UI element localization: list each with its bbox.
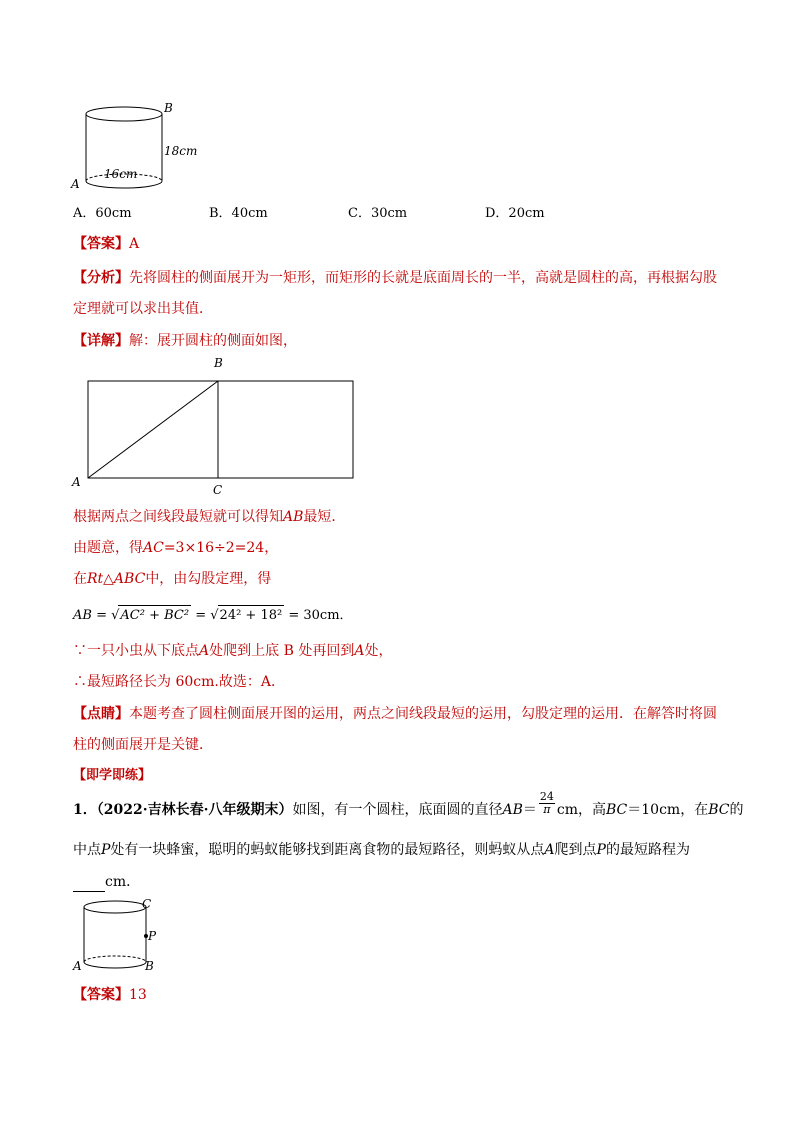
comment-text-1: 本题考查了圆柱侧面展开图的运用，两点之间线段最短的运用，勾股定理的运用．在解答时将圆 [129,706,717,722]
option-b: B．40cm [209,206,268,221]
answer-2-value: 13 [129,987,147,1003]
option-a: A．60cm [73,206,132,221]
analysis-line-2: 定理就可以求出其值． [73,301,213,317]
step-1: 根据两点之间线段最短就可以得知AB最短． [73,509,346,525]
question-1-line-2: 中点P处有一块蜂蜜，聪明的蚂蚁能够找到距离食物的最短路径，则蚂蚁从点A爬到点P的最短路程为 [73,842,690,858]
answer-2-tag: 【答案】 [73,987,129,1003]
option-d: D．20cm [485,206,545,221]
practice-header: 【即学即练】 [73,768,152,783]
fig3-label-C: C [142,897,152,911]
fig3-label-A: A [73,959,82,973]
step-5: ∵一只小虫从下底点A处爬到上底 B 处再回到A处， [73,643,393,659]
fig2-rectangle [88,381,353,478]
fraction-24-over-pi: $\frac{24}{\pi}$ [539,789,554,816]
comment-tag: 【点睛】 [73,706,129,722]
cylinder-figure-2 [68,894,168,978]
fig2-label-A: A [72,475,81,489]
unrolled-rectangle-figure [68,352,360,500]
question-1-line-3: cm． [73,872,140,892]
analysis-text-1: 先将圆柱的侧面展开为一矩形，而矩形的长就是底面周长的一半，高就是圆柱的高，再根据勾股 [129,270,717,286]
pythagorean-formula: AB = √AC² + BC² = √24² + 18² = 30cm． [73,605,353,626]
question-1-line-1: 1．（2022·吉林长春·八年级期末）如图，有一个圆柱，底面圆的直径AB＝ $\frac{24}{\pi}$ cm，高BC＝10cm，在BC的 [73,789,744,818]
step-2: 由题意，得AC=3×16÷2=24， [73,540,279,556]
answer-value: A [129,236,140,252]
fig2-segment-AB [88,381,218,478]
answer-blank[interactable] [73,877,105,892]
fig3-bottom-back [84,956,146,962]
fig3-label-P: P [148,929,157,943]
cylinder-top-ellipse [86,107,162,121]
step-3: 在Rt△ABC中，由勾股定理，得 [73,571,272,587]
fig1-label-height: 18cm [164,144,198,158]
analysis-line-1 [73,268,717,288]
fig2-label-B: B [214,356,223,370]
fig3-top-ellipse [84,901,146,913]
fig3-label-B: B [145,959,154,973]
cylinder-figure-1 [68,96,208,200]
comment-line-2: 柱的侧面展开是关键． [73,737,213,753]
answer-2-line [73,985,147,1005]
fig1-label-A: A [71,177,80,191]
analysis-tag: 【分析】 [73,270,129,286]
comment-line-1 [73,704,717,724]
fig2-label-C: C [213,483,223,497]
cylinder-bottom-front [86,181,162,188]
fig3-bottom-front [84,962,146,968]
step-6: ∴最短路径长为 60cm.故选：A． [73,674,285,690]
detail-line [73,331,297,351]
answer-tag: 【答案】 [73,236,129,252]
detail-text: 解：展开圆柱的侧面如图， [129,333,297,349]
fig1-label-B: B [164,101,173,115]
detail-tag: 【详解】 [73,333,129,349]
option-c: C．30cm [348,206,408,221]
fig1-label-diameter: 16cm [104,167,138,181]
answer-line [73,234,139,254]
